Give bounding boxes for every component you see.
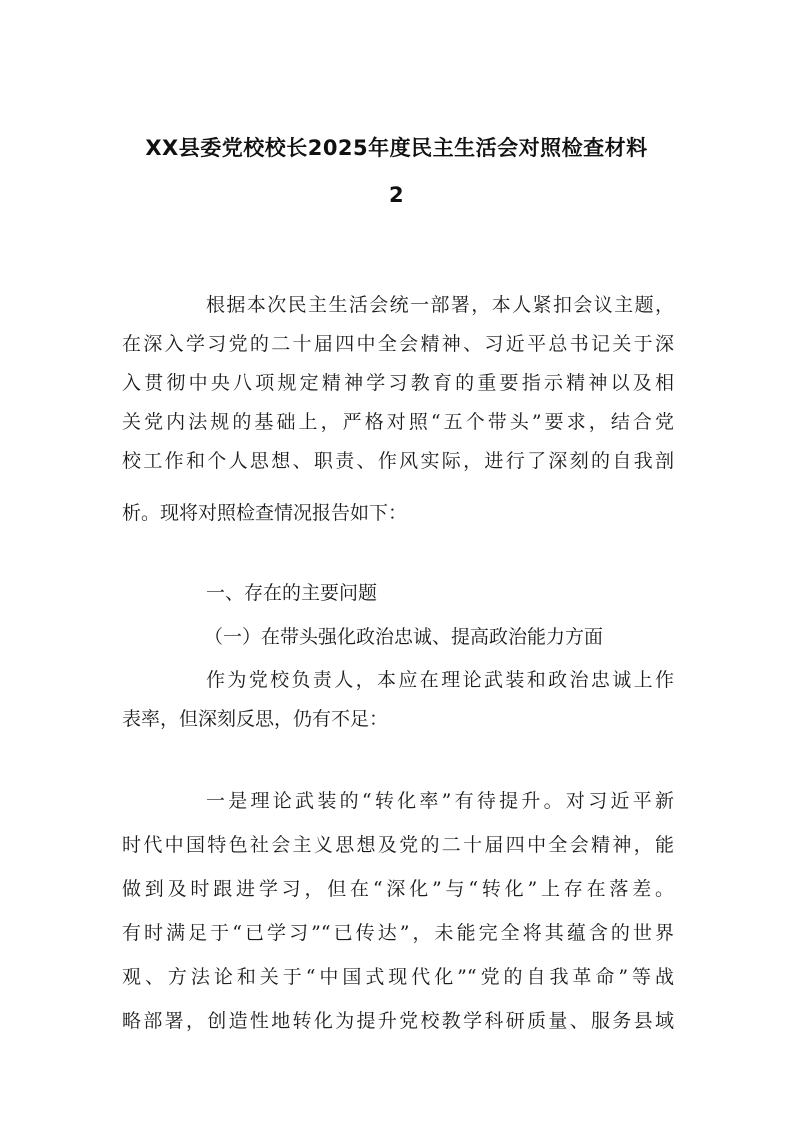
intro-line: 校工作和个人思想、职责、作风实际，进行了深刻的自我剖 — [122, 450, 674, 472]
point-line: 时代中国特色社会主义思想及党的二十届四中全会精神，能 — [122, 834, 674, 856]
intro-line: 关党内法规的基础上，严格对照“五个带头”要求，结合党 — [122, 411, 674, 433]
intro-line: 在深入学习党的二十届四中全会精神、习近平总书记关于深 — [122, 333, 674, 355]
intro-line: 根据本次民主生活会统一部署，本人紧扣会议主题， — [206, 294, 674, 316]
intro-line: 析。现将对照检查情况报告如下： — [122, 502, 408, 524]
point-line: 略部署，创造性地转化为提升党校教学科研质量、服务县域 — [122, 1010, 674, 1032]
sub-para-line: 表率，但深刻反思，仍有不足： — [122, 708, 389, 730]
point-line: 有时满足于“已学习”“已传达”，未能完全将其蕴含的世界 — [122, 922, 674, 944]
section-heading: 一、存在的主要问题 — [206, 582, 378, 604]
document-title: XX县委党校校长2025年度民主生活会对照检查材料 — [145, 136, 648, 160]
point-line: 一是理论武装的“转化率”有待提升。对习近平新 — [206, 790, 674, 812]
point-line: 观、方法论和关于“中国式现代化”“党的自我革命”等战 — [122, 966, 674, 988]
sub-para-line: 作为党校负责人，本应在理论武装和政治忠诚上作 — [206, 669, 674, 691]
intro-line: 入贯彻中央八项规定精神学习教育的重要指示精神以及相 — [122, 372, 674, 394]
point-line: 做到及时跟进学习，但在“深化”与“转化”上存在落差。 — [122, 878, 674, 900]
document-title-number: 2 — [388, 183, 405, 207]
subsection-heading: （一）在带头强化政治忠诚、提高政治能力方面 — [204, 626, 604, 648]
